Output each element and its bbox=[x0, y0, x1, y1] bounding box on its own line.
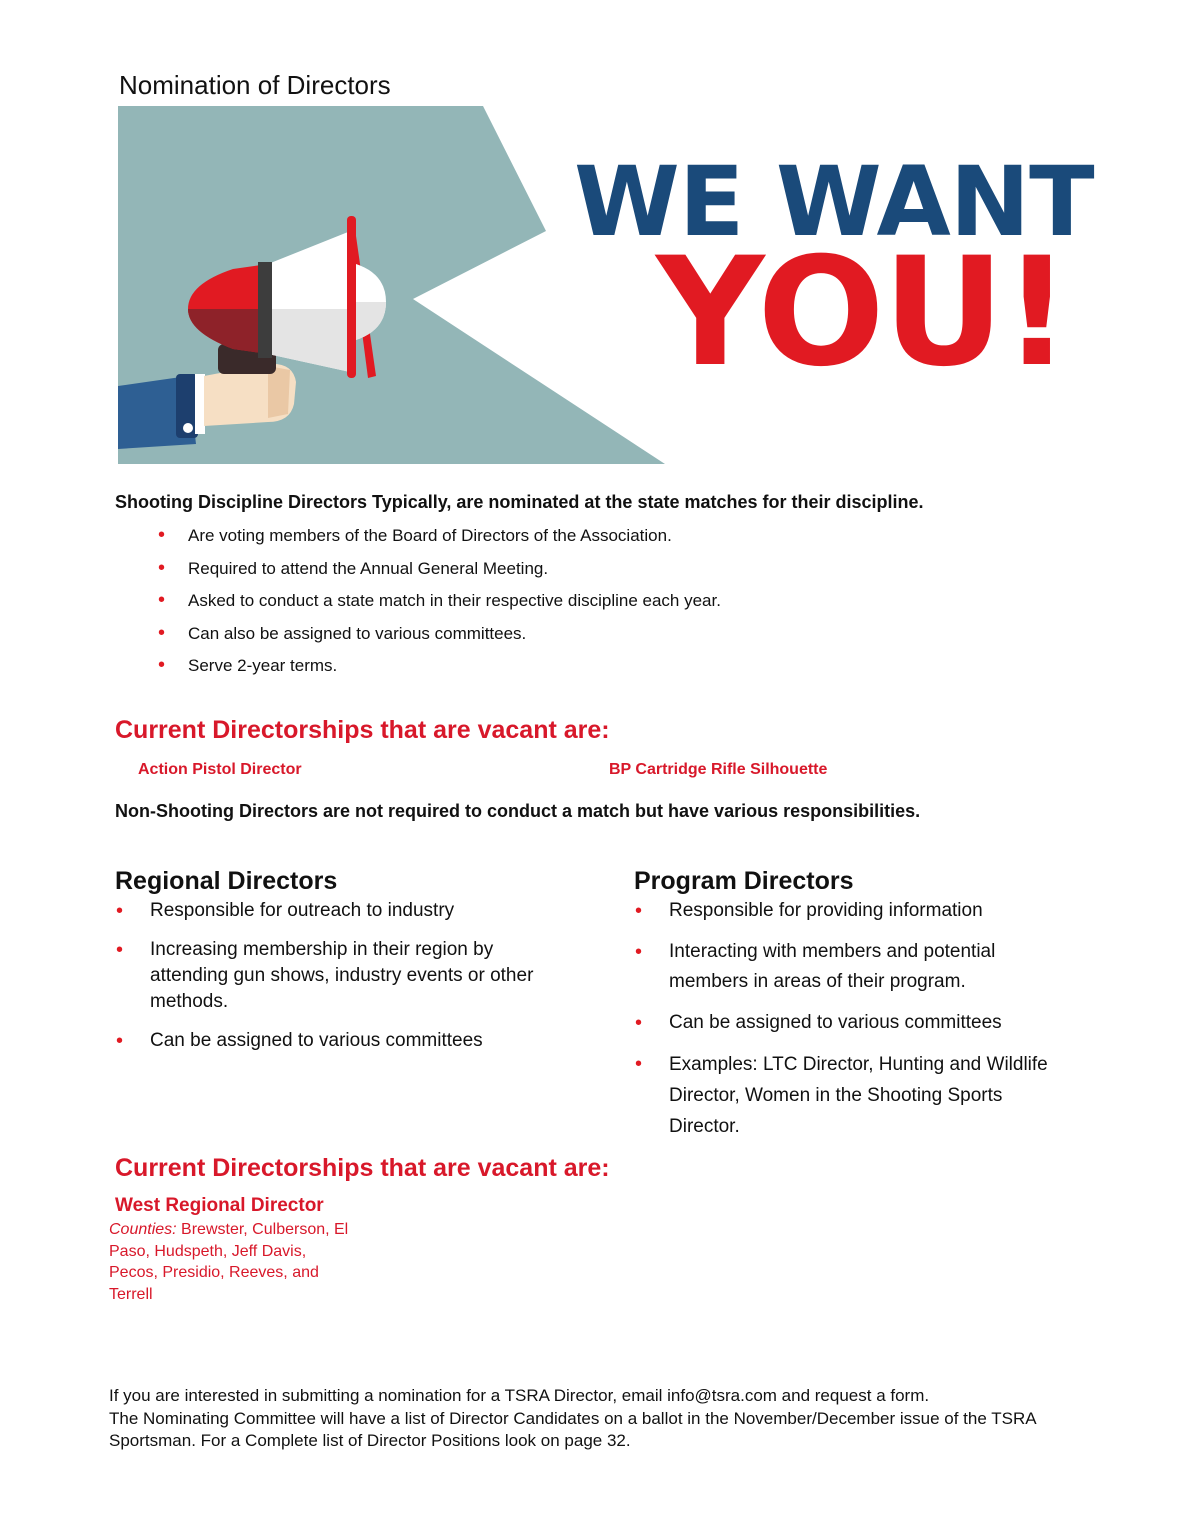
footer-line-1: If you are interested in submitting a nomination for a TSRA Director, email info@tsra.com and request a form. bbox=[109, 1386, 930, 1405]
regional-directors-list bbox=[116, 898, 536, 1054]
list-item: • Serve 2-year terms. bbox=[158, 655, 1058, 688]
headline-you: YOU! bbox=[656, 226, 1069, 400]
vacant-action-pistol: Action Pistol Director bbox=[138, 761, 302, 778]
list-item: • Can also be assigned to various committees. bbox=[158, 623, 1058, 656]
counties-label: Counties: bbox=[109, 1221, 177, 1238]
list-item: • Examples: LTC Director, Hunting and Wildlife Director, Women in the Shooting Sports Director. bbox=[635, 1049, 1055, 1142]
shooting-directors-list bbox=[158, 525, 1058, 688]
list-item: • Responsible for outreach to industry bbox=[116, 898, 536, 924]
footer-line-2: The Nominating Committee will have a list of Director Candidates on a ballot in the November/December issue of the TSRA Sportsman. For a Complete list of Director Positions look on page 32. bbox=[109, 1408, 1036, 1450]
vacant-heading-regional: Current Directorships that are vacant are: bbox=[115, 1154, 610, 1182]
headline-we-want: WE WANT bbox=[574, 146, 1094, 258]
list-item: • Interacting with members and potential members in areas of their program. bbox=[635, 937, 1055, 997]
list-item: • Are voting members of the Board of Directors of the Association. bbox=[158, 525, 1058, 558]
footer-text bbox=[109, 1385, 1089, 1453]
non-shooting-text: Non-Shooting Directors are not required to conduct a match but have various responsibilities. bbox=[115, 801, 921, 821]
vacant-bp-cartridge: BP Cartridge Rifle Silhouette bbox=[609, 761, 828, 778]
shooting-directors-heading: Shooting Discipline Directors Typically, are nominated at the state matches for their discipline. bbox=[115, 492, 924, 512]
regional-directors-heading: Regional Directors bbox=[115, 867, 338, 895]
vacant-heading-shooting: Current Directorships that are vacant are: bbox=[115, 716, 610, 744]
program-directors-heading: Program Directors bbox=[634, 867, 854, 895]
list-item: • Required to attend the Annual General Meeting. bbox=[158, 558, 1058, 591]
counties-list: Brewster, Culberson, El Paso, Hudspeth, Jeff Davis, Pecos, Presidio, Reeves, and Terrell bbox=[109, 1221, 349, 1303]
list-item: • Can be assigned to various committees bbox=[635, 1010, 1055, 1036]
list-item: • Asked to conduct a state match in their respective discipline each year. bbox=[158, 590, 1058, 623]
west-regional-director: West Regional Director bbox=[115, 1195, 324, 1216]
list-item: • Increasing membership in their region by attending gun shows, industry events or other methods. bbox=[116, 937, 536, 1015]
list-item: • Can be assigned to various committees bbox=[116, 1028, 536, 1054]
program-directors-list bbox=[635, 898, 1055, 1142]
counties-text bbox=[109, 1219, 359, 1305]
list-item: • Responsible for providing information bbox=[635, 898, 1055, 924]
page-title: Nomination of Directors bbox=[119, 70, 391, 100]
